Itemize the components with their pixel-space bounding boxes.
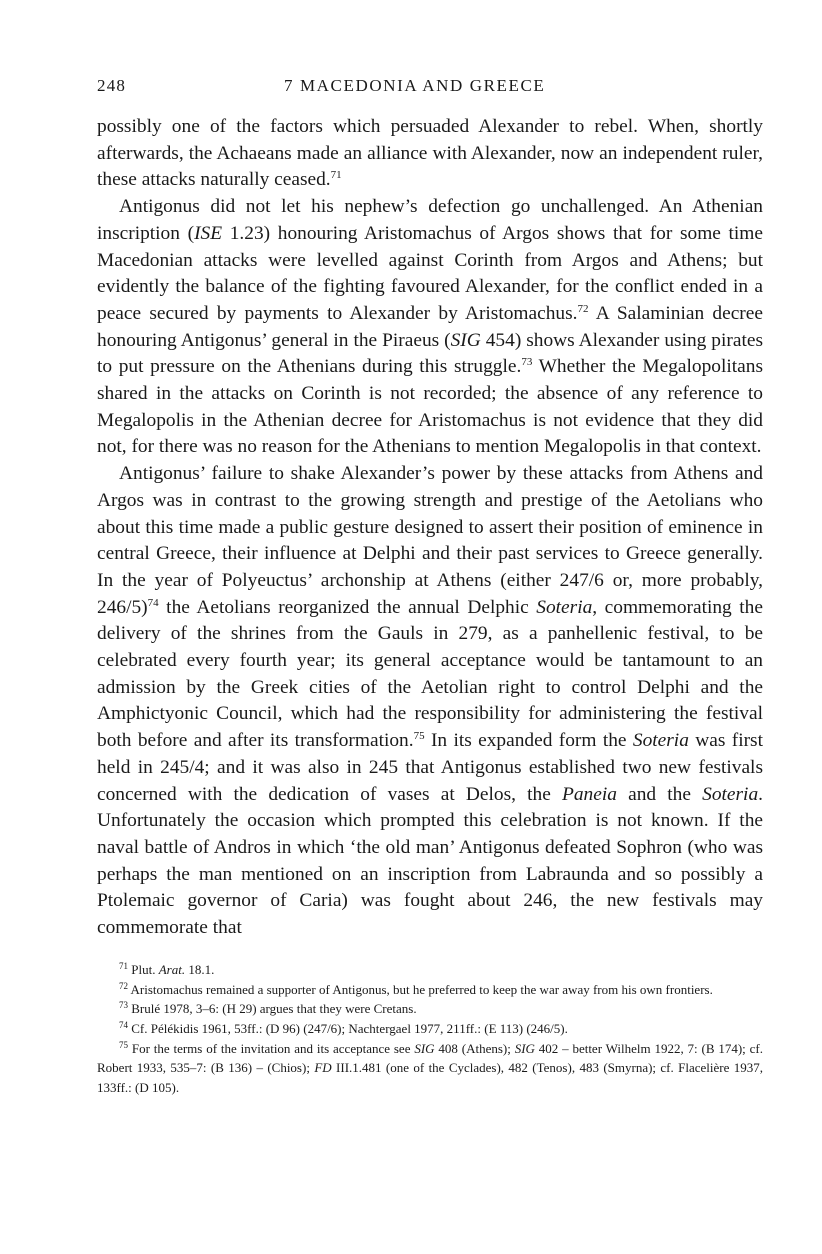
- text-run: 1.23) honouring Aristomachus of Argos shows that for some time Macedonian attacks were levelled against Corinth from Argos and Athens; but evidently the balance of the fighting favoured Alexander, for the conflict ended in a peace secured by payments to Alexander by Aristomachus.: [97, 222, 764, 324]
- italic-text: FD: [314, 1060, 332, 1076]
- footnote-ref: 73: [521, 356, 533, 369]
- footnote-ref: 75: [119, 1039, 128, 1050]
- text-run: possibly one of the factors which persuaded Alexander to rebel. When, shortly afterwards, the Achaeans made an alliance with Alexander, now an independent ruler, these attacks naturally ceased.: [97, 116, 763, 191]
- italic-text: SIG: [450, 329, 481, 351]
- footnote: [97, 1019, 763, 1039]
- text-run: III.1.481 (one of the Cyclades), 482 (Tenos), 483 (Smyrna); cf. Flacelière 1937, 133ff.: (D 105).: [97, 1060, 763, 1096]
- footnote-ref: 72: [119, 980, 128, 991]
- text-run: In its expanded form the: [424, 730, 633, 752]
- book-page: [97, 76, 763, 1098]
- footnotes: [97, 960, 763, 1098]
- footnote: [97, 1039, 763, 1098]
- text-run: . Unfortunately the occasion which prompted this celebration is not known. If the naval battle of Andros in which ‘the old man’ Antigonus defeated Sophron (who was perhaps the man mentioned on an inscription from Labraunda and so possibly a Ptolemaic governor of Caria) was fought about 246, the new festivals may commemorate that: [97, 783, 763, 939]
- text-run: 408 (Athens);: [434, 1040, 515, 1056]
- footnote-ref: 71: [330, 169, 342, 182]
- chapter-title: 7 MACEDONIA AND GREECE: [284, 76, 546, 95]
- footnote: [97, 980, 763, 1000]
- paragraph: [97, 461, 763, 942]
- text-run: Whether the Megalopolitans shared in the attacks on Corinth is not recorded; the absence of any reference to Megalopolis in the Athenian decree for Aristomachus is not evidence that they did not, for there was no reason for the Athenians to mention Megalopolis in that context.: [97, 356, 763, 458]
- italic-text: Soteria: [702, 783, 759, 805]
- paragraph: [97, 194, 763, 461]
- text-run: Aristomachus remained a supporter of Antigonus, but he preferred to keep the war away from his own frontiers.: [128, 981, 713, 997]
- text-run: and the: [616, 783, 703, 805]
- footnote-ref: 74: [119, 1019, 128, 1030]
- text-run: 18.1.: [185, 961, 215, 977]
- italic-text: Soteria: [536, 596, 593, 618]
- footnote-ref: 73: [119, 1000, 128, 1011]
- main-text: [97, 114, 763, 942]
- footnote-ref: 71: [119, 960, 128, 971]
- paragraph: [97, 114, 763, 194]
- italic-text: Soteria: [632, 730, 689, 752]
- running-head: [97, 76, 763, 102]
- italic-text: Arat.: [158, 961, 186, 977]
- footnote-ref: 75: [413, 730, 425, 743]
- italic-text: SIG: [514, 1040, 535, 1056]
- text-run: Antigonus’ failure to shake Alexander’s power by these attacks from Athens and Argos was in contrast to the growing strength and prestige of the Aetolians who about this time made a public gesture designed to assert their position of eminence in central Greece, their influence at Delphi and their past services to Greece generally. In the year of Polyeuctus’ archonship at Athens (either 247/6 or, more probably, 246/5): [97, 463, 763, 618]
- footnote: [97, 999, 763, 1019]
- text-run: For the terms of the invitation and its acceptance see: [128, 1040, 415, 1056]
- text-run: Brulé 1978, 3–6: (H 29) argues that they were Cretans.: [128, 1001, 417, 1017]
- text-run: , commemorating the delivery of the shrines from the Gauls in 279, as a panhellenic festival, to be celebrated every fourth year; its general acceptance would be tantamount to an admission by the Greek cities of the Aetolian right to control Delphi and the Amphictyonic Council, which had the responsibility for administering the festival both before and after its transformation.: [97, 596, 763, 752]
- footnote-ref: 72: [577, 302, 589, 315]
- page-number: 248: [97, 76, 127, 95]
- footnote: [97, 960, 763, 980]
- text-run: A Salaminian decree honouring Antigonus’ general in the Piraeus (: [97, 302, 763, 351]
- text-run: Cf. Pélékidis 1961, 53ff.: (D 96) (247/6); Nachtergael 1977, 211ff.: (E 113) (246/5).: [128, 1020, 568, 1036]
- text-run: the Aetolians reorganized the annual Delphic: [158, 596, 537, 618]
- text-run: Antigonus did not let his nephew’s defection go unchallenged. An Athenian inscription (: [97, 196, 763, 244]
- text-run: 402 – better Wilhelm 1922, 7: (B 174); cf. Robert 1933, 535–7: (B 136) – (Chios);: [97, 1040, 763, 1076]
- italic-text: SIG: [414, 1040, 435, 1056]
- italic-text: Paneia: [562, 783, 617, 805]
- text-run: Plut.: [128, 961, 159, 977]
- text-run: was first held in 245/4; and it was also in 245 that Antigonus established two new festivals concerned with the dedication of vases at Delos, the: [97, 730, 763, 805]
- footnote-ref: 74: [147, 596, 159, 609]
- text-run: 454) shows Alexander using pirates to put pressure on the Athenians during this struggle.: [97, 329, 763, 378]
- italic-text: ISE: [194, 222, 223, 244]
